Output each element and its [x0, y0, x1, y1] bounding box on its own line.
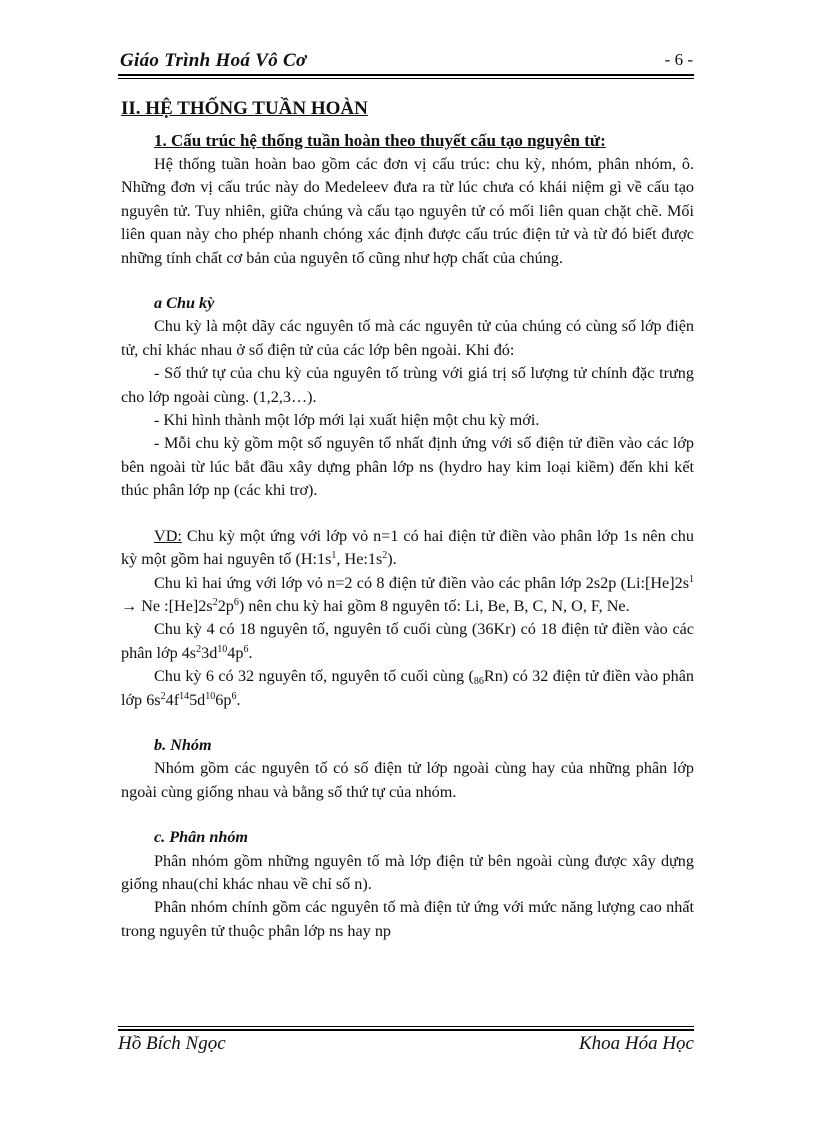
example-2: Chu kì hai ứng với lớp vỏ n=2 có 8 điện tử điền vào các phân lớp 2s2p ($Li:[He]2s^1 \to Ne$ $:[He]2s^22p^6$) nên chu kỳ hai gồm 8 nguyên tố: Li, Be, B, C, N, O, F, Ne.: [121, 573, 694, 615]
footer-author: Hồ Bích Ngọc: [118, 1033, 226, 1054]
period-rule-3: - Mỗi chu kỳ gồm một số nguyên tố nhất định ứng với số điện tử điền vào các lớp bên ngoài từ lúc bắt đầu xây dựng phân lớp ns (hydro hay kim loại kiềm) đến khi kết thúc phân lớp np (các khi trơ).: [121, 434, 694, 500]
page-body: [121, 96, 694, 943]
page-number: - 6 -: [664, 50, 693, 69]
group-paragraph: Nhóm gồm các nguyên tố có số điện tử lớp ngoài cùng hay của những phân lớp ngoài cùng giống nhau và bằng số thứ tự của nhóm.: [121, 759, 694, 801]
example-4: Chu kỳ 6 có 32 nguyên tố, nguyên tố cuối cùng $(_{86}Rn)$ có 32 điện tử điền vào phân lớp $6s^24f^{14}5d^{10}6p^6$.: [121, 667, 694, 709]
subgroup-heading: c. Phân nhóm: [154, 828, 249, 847]
period-rule-1: - Số thứ tự của chu kỳ của nguyên tố trùng với giá trị số lượng tử chính đặc trưng cho lớp ngoài cùng. (1,2,3…).: [121, 364, 694, 406]
subgroup-paragraph-2: Phân nhóm chính gồm các nguyên tố mà điện tử ứng với mức năng lượng cao nhất trong nguyên tử thuộc phân lớp ns hay np: [121, 898, 694, 940]
footer-department: Khoa Hóa Học: [578, 1033, 694, 1054]
intro-paragraph: Hệ thống tuần hoàn bao gồm các đơn vị cấu trúc: chu kỳ, nhóm, phân nhóm, ô. Những đơn vị cấu trúc này do Medeleev đưa ra từ lúc chưa có khái niệm gì về cấu tạo nguyên tử. Tuy nhiên, giữa chúng và cấu tạo nguyên tử có mối liên quan chặt chẽ. Mối liên quan này cho phép nhanh chóng xác định được cấu trúc điện tử và từ đó biết được những tính chất cơ bản của nguyên tố cũng như hợp chất của chúng.: [121, 155, 694, 267]
header-rule: [118, 74, 694, 76]
header-rule-thin: [118, 78, 694, 79]
section-title: II. HỆ THỐNG TUẦN HOÀN: [121, 98, 368, 119]
period-definition: Chu kỳ là một dãy các nguyên tố mà các nguyên tử của chúng có cùng số lớp điện tử, chỉ khác nhau ở số điện tử của các lớp bên ngoài. Khi đó:: [121, 317, 694, 359]
example-1: VD: Chu kỳ một ứng với lớp vỏ n=1 có hai điện tử điền vào phân lớp 1s nên chu kỳ một gồm hai nguyên tố ($H:1s^1$, $He:1s^2$).: [121, 526, 694, 569]
page-header: [118, 50, 693, 74]
period-heading: a Chu kỳ: [154, 294, 215, 313]
header-title: Giáo Trình Hoá Vô Cơ: [120, 50, 307, 71]
subsection-title: 1. Cấu trúc hệ thống tuần hoàn theo thuyết cấu tạo nguyên tử:: [154, 131, 606, 150]
subgroup-paragraph-1: Phân nhóm gồm những nguyên tố mà lớp điện tử bên ngoài cùng được xây dựng giống nhau(chỉ khác nhau về chỉ số n).: [121, 851, 694, 893]
period-rule-2: - Khi hình thành một lớp mới lại xuất hiện một chu kỳ mới.: [154, 411, 540, 430]
group-heading: b. Nhóm: [154, 735, 212, 754]
footer-rule-thin: [118, 1026, 694, 1027]
footer-rule: [118, 1029, 694, 1031]
example-3: Chu kỳ 4 có 18 nguyên tố, nguyên tố cuối cùng (36Kr) có 18 điện tử điền vào các phân lớp $4s^23d^{10}4p^6$.: [121, 620, 694, 662]
example-label: VD:: [154, 526, 182, 545]
